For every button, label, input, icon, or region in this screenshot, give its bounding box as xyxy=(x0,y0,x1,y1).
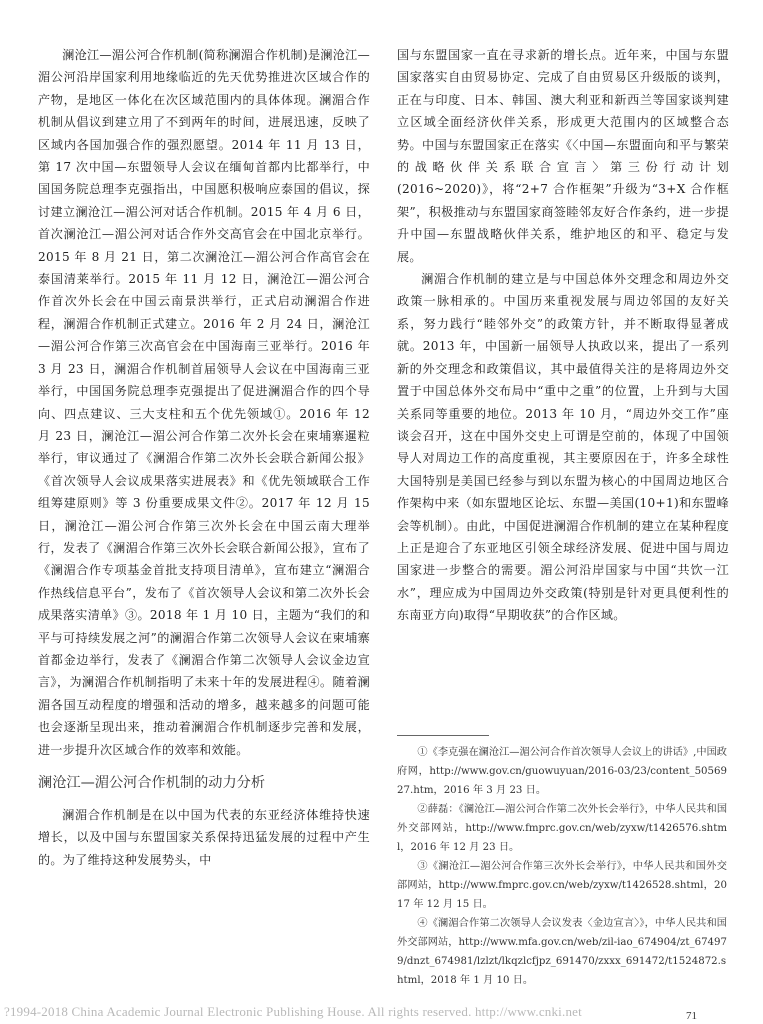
left-column xyxy=(38,44,370,871)
right-column xyxy=(397,44,729,627)
footnote-1: ①《李克强在澜沧江—湄公河合作首次领导人会议上的讲话》,中国政府网，http://www.gov.cn/guowuyuan/2016-03/23/content_5056927.htm，2016 年 3 月 23 日。 xyxy=(397,747,727,796)
footnote-3: ③《澜沧江—湄公河合作第三次外长会举行》，中华人民共和国外交部网站，http://www.fmprc.gov.cn/web/zyxw/t1426528.shtml，2017 年 12 月 15 日。 xyxy=(397,861,727,910)
copyright-watermark: ?1994-2018 China Academic Journal Electronic Publishing House. All rights reserved. http://www.cnki.net xyxy=(4,1004,582,1019)
footnote-divider xyxy=(397,735,489,736)
page-number: 71 xyxy=(686,1010,697,1022)
footnote-4: ④《澜湄合作第二次领导人会议发表〈金边宣言〉》，中华人民共和国外交部网站，http://www.mfa.gov.cn/web/zil-iao_674904/zt_674979/dnzt_674981/lzlzt/lkqzlcfjpz_691470/zxxx_691472/t1524872.shtml，2018 年 1 月 10 日。 xyxy=(397,918,727,986)
section-heading: 澜沧江—湄公河合作机制的动力分析 xyxy=(38,775,266,791)
body-paragraph-continued: 国与东盟国家一直在寻求新的增长点。近年来，中国与东盟国家落实自由贸易协定、完成了自由贸易区升级版的谈判，正在与印度、日本、韩国、澳大利亚和新西兰等国家谈判建立区域全面经济伙伴关系，形成更大范围内的区域整合态势。中国与东盟国家正在落实《〈中国—东盟面向和平与繁荣的战略伙伴关系联合宣言〉第三份行动计划(2016~2020)》，将“2+7 合作框架”升级为“3+X 合作框架”，积极推动与东盟国家商签睦邻友好合作条约，进一步提升中国—东盟战略伙伴关系，维护地区的和平、稳定与发展。 xyxy=(397,48,729,264)
body-paragraph: 澜沧江—湄公河合作机制(简称澜湄合作机制)是澜沧江—湄公河沿岸国家利用地缘临近的先天优势推进次区域合作的产物，是地区一体化在次区域范围内的具体体现。澜湄合作机制从倡议到建立用了不到两年的时间，进展迅速，反映了区域内各国加强合作的强烈愿望。2014 年 11 月 13 日，第 17 次中国—东盟领导人会议在缅甸首都内比都举行，中国国务院总理李克强指出，中国愿积极响应泰国的倡议，探讨建立澜沧江—湄公河对话合作机制。2015 年 4 月 6 日，首次澜沧江—湄公河对话合作外交高官会在中国北京举行。2015 年 8 月 21 日，第二次澜沧江—湄公河合作高官会在泰国清莱举行。2015 年 11 月 12 日，澜沧江—湄公河合作首次外长会在中国云南景洪举行，正式启动澜湄合作进程，澜湄合作机制正式建立。2016 年 2 月 24 日，澜沧江—湄公河合作第三次高官会在中国海南三亚举行。2016 年 3 月 23 日，澜湄合作机制首届领导人会议在中国海南三亚举行，中国国务院总理李克强提出了促进澜湄合作的四个导向、四点建议、三大支柱和五个优先领域①。2016 年 12 月 23 日，澜沧江—湄公河合作第二次外长会在柬埔寨暹粒举行，审议通过了《澜湄合作第二次外长会联合新闻公报》《首次领导人会议成果落实进展表》和《优先领域联合工作组筹建原则》等 3 份重要成果文件②。2017 年 12 月 15 日，澜沧江—湄公河合作第三次外长会在中国云南大理举行，发表了《澜湄合作第三次外长会联合新闻公报》，宣布了《澜湄合作专项基金首批支持项目清单》，宣布建立“澜湄合作热线信息平台”，发布了《首次领导人会议和第二次外长会成果落实清单》③。2018 年 1 月 10 日，主题为“我们的和平与可持续发展之河”的澜湄合作第二次领导人会议在柬埔寨首都金边举行，发表了《澜湄合作第二次领导人会议金边宣言》，为澜湄合作机制指明了未来十年的发展进程④。随着澜湄各国互动程度的增强和活动的增多，越来越多的问题可能也会逐渐呈现出来，推动着澜湄合作机制逐步完善和发展，进一步提升次区域合作的效率和效能。 xyxy=(38,48,370,757)
body-paragraph: 澜湄合作机制是在以中国为代表的东亚经济体维持快速增长，以及中国与东盟国家关系保持迅猛发展的过程中产生的。为了维持这种发展势头，中 xyxy=(38,808,370,867)
footnote-2: ②薛磊：《澜沧江—湄公河合作第二次外长会举行》，中华人民共和国外交部网站，http://www.fmprc.gov.cn/web/zyxw/t1426576.shtml，2016 年 12 月 23 日。 xyxy=(397,804,727,853)
footnotes xyxy=(397,743,727,990)
body-paragraph: 澜湄合作机制的建立是与中国总体外交理念和周边外交政策一脉相承的。中国历来重视发展与周边邻国的友好关系，努力践行“睦邻外交”的政策方针，并不断取得显著成就。2013 年，中国新一届领导人执政以来，提出了一系列新的外交理念和政策倡议，其中最值得关注的是将周边外交置于中国总体外交布局中“重中之重”的位置，上升到与大国关系同等重要的地位。2013 年 10 月，“周边外交工作”座谈会召开，这在中国外交史上可谓是空前的，体现了中国领导人对周边工作的高度重视，其主要原因在于，许多全球性大国特别是美国已经参与到以东盟为核心的中国周边地区合作架构中来（如东盟地区论坛、东盟—美国(10+1)和东盟峰会等机制）。由此，中国促进澜湄合作机制的建立在某种程度上正是迎合了东亚地区引领全球经济发展、促进中国与周边国家进一步整合的需要。湄公河沿岸国家与中国“共饮一江水”，理应成为中国周边外交政策(特别是针对更具便利性的东南亚方向)取得“早期收获”的合作区域。 xyxy=(397,272,729,623)
